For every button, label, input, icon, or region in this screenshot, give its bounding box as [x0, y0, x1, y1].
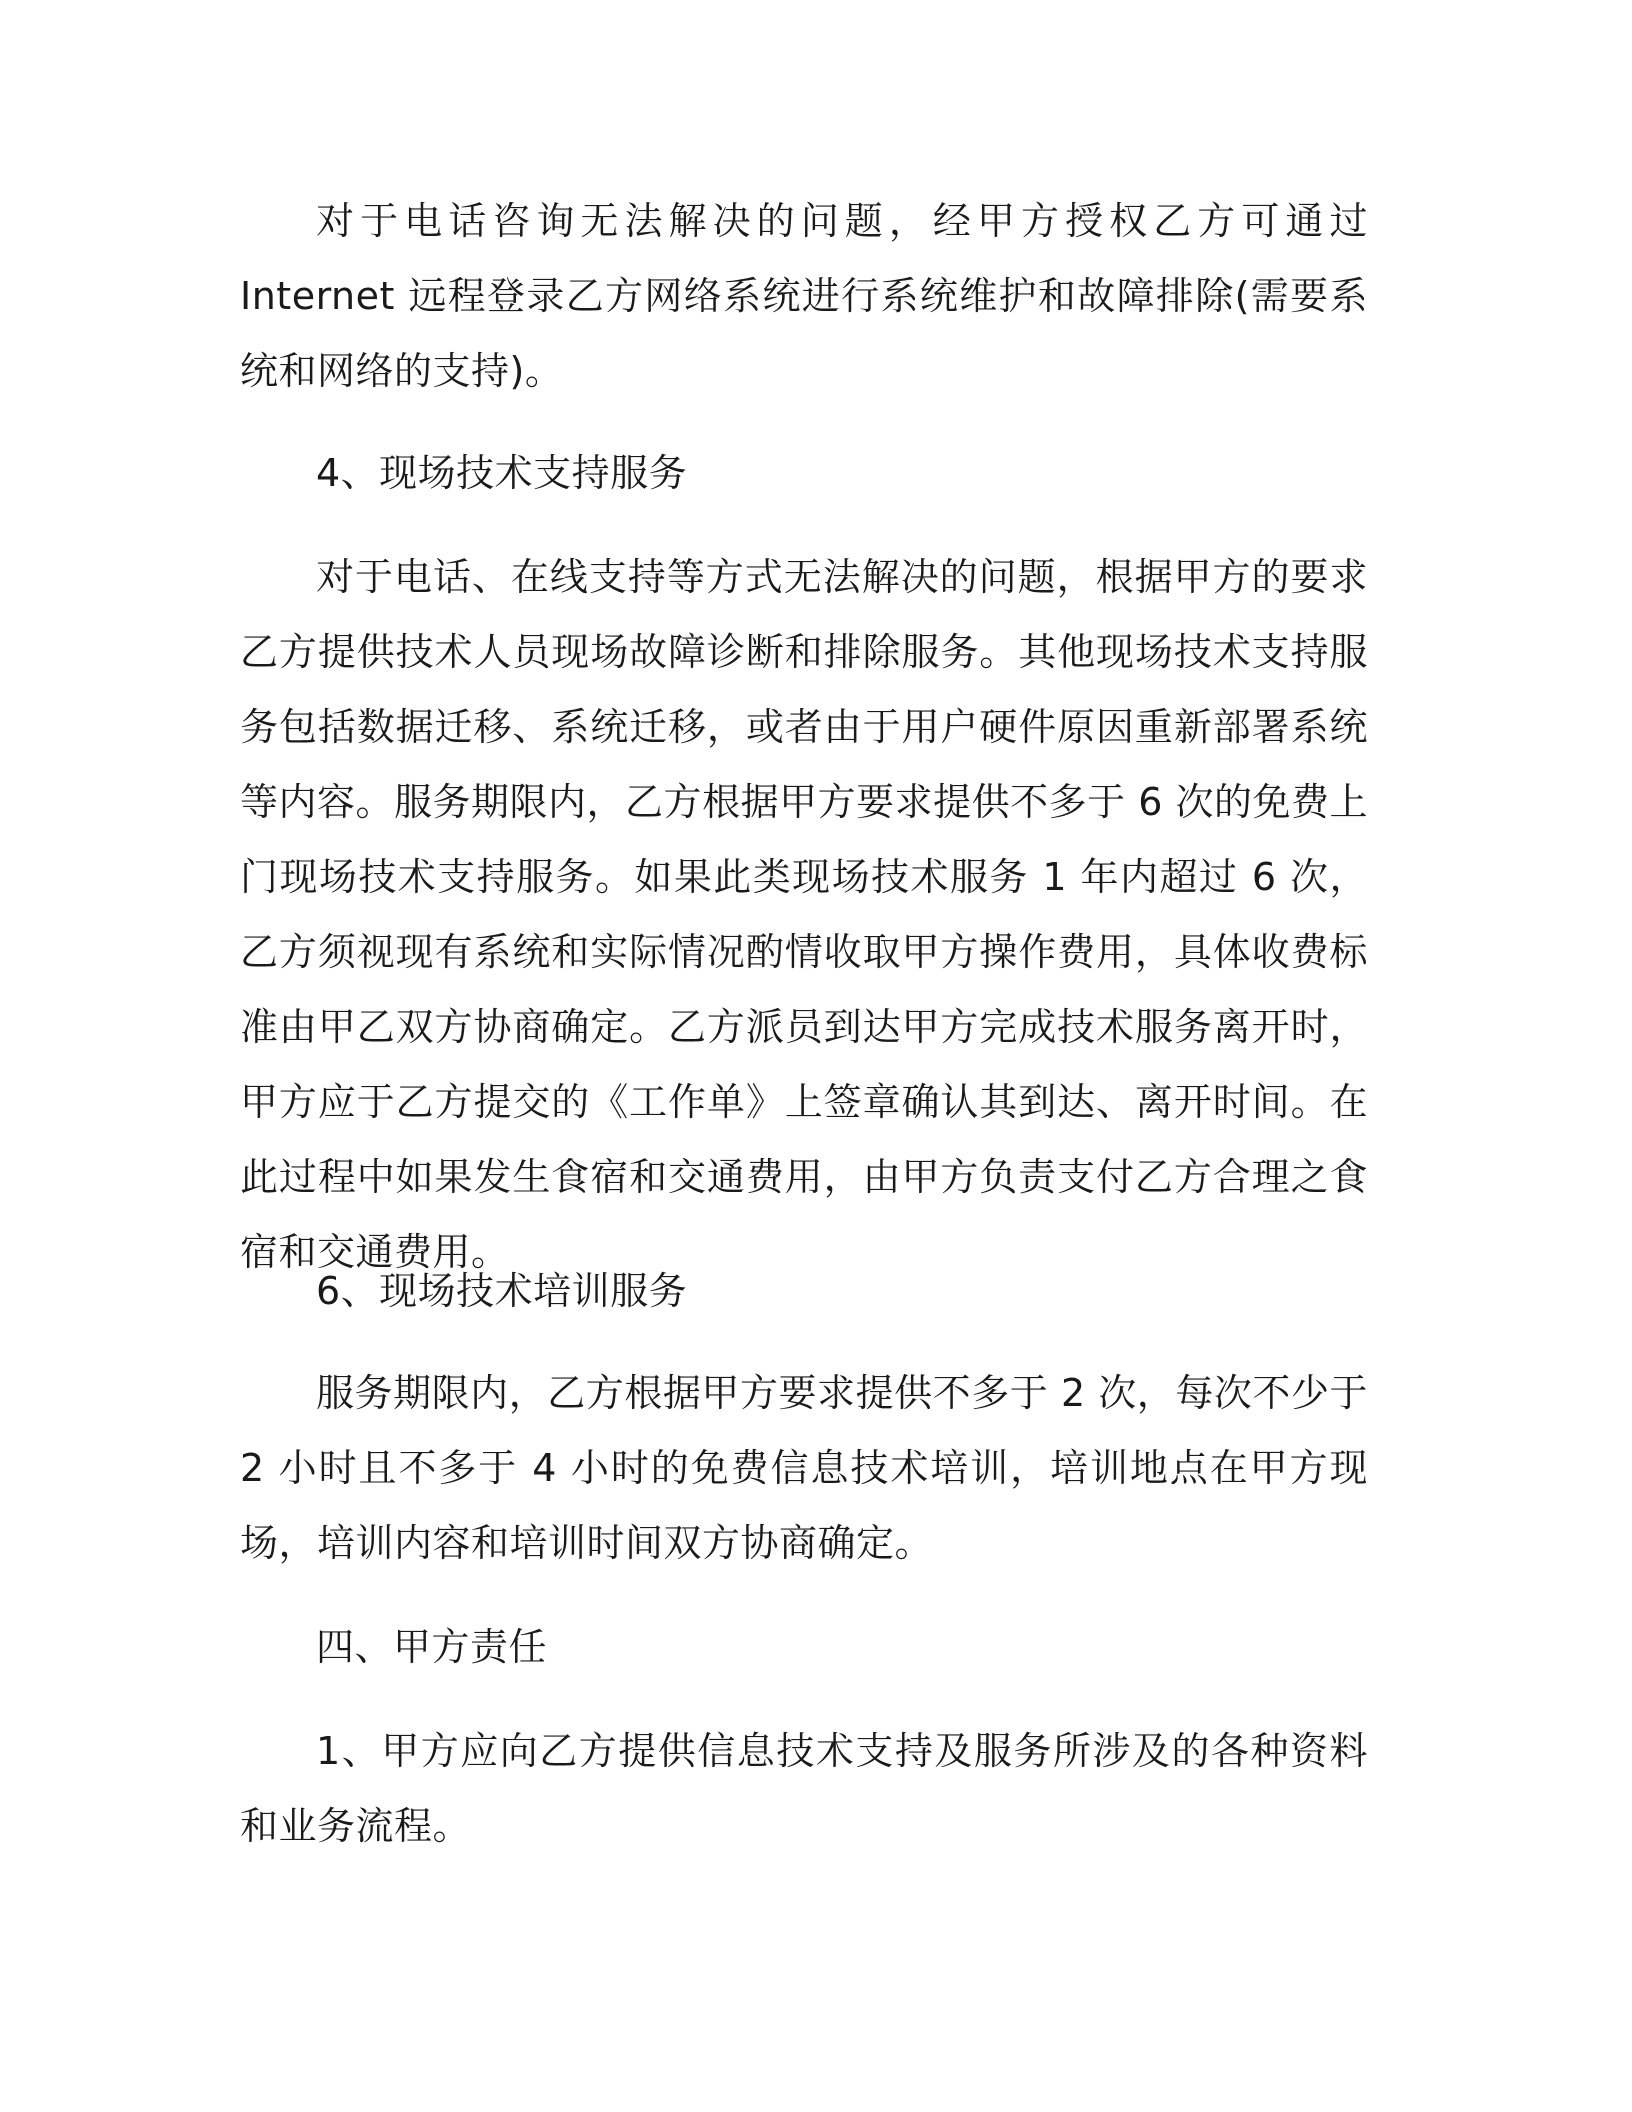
- section-heading-onsite-support: 4、现场技术支持服务: [316, 451, 688, 495]
- paragraph-onsite-training: 服务期限内，乙方根据甲方要求提供不多于 2 次，每次不少于 2 小时且不多于 4 小时的免费信息技术培训，培训地点在甲方现场，培训内容和培训时间双方协商确定。: [240, 1371, 1368, 1565]
- paragraph-party-a-item-1: 1、甲方应向乙方提供信息技术支持及服务所涉及的各种资料和业务流程。: [240, 1729, 1368, 1848]
- paragraph-onsite-support: 对于电话、在线支持等方式无法解决的问题，根据甲方的要求乙方提供技术人员现场故障诊断和排除服务。其他现场技术支持服务包括数据迁移、系统迁移，或者由于用户硬件原因重新部署系统等内容。服务期限内，乙方根据甲方要求提供不多于 6 次的免费上门现场技术支持服务。如果此类现场技术服务 1 年内超过 6 次，乙方须视现有系统和实际情况酌情收取甲方操作费用，具体收费标准由甲乙双方协商确定。乙方派员到达甲方完成技术服务离开时，甲方应于乙方提交的《工作单》上签章确认其到达、离开时间。在此过程中如果发生食宿和交通费用，由甲方负责支付乙方合理之食宿和交通费用。: [240, 555, 1368, 1274]
- paragraph-remote-support: 对于电话咨询无法解决的问题，经甲方授权乙方可通过 Internet 远程登录乙方网络系统进行系统维护和故障排除(需要系统和网络的支持)。: [240, 199, 1368, 393]
- section-heading-onsite-training: 6、现场技术培训服务: [316, 1269, 688, 1313]
- section-heading-party-a-responsibility: 四、甲方责任: [316, 1625, 548, 1669]
